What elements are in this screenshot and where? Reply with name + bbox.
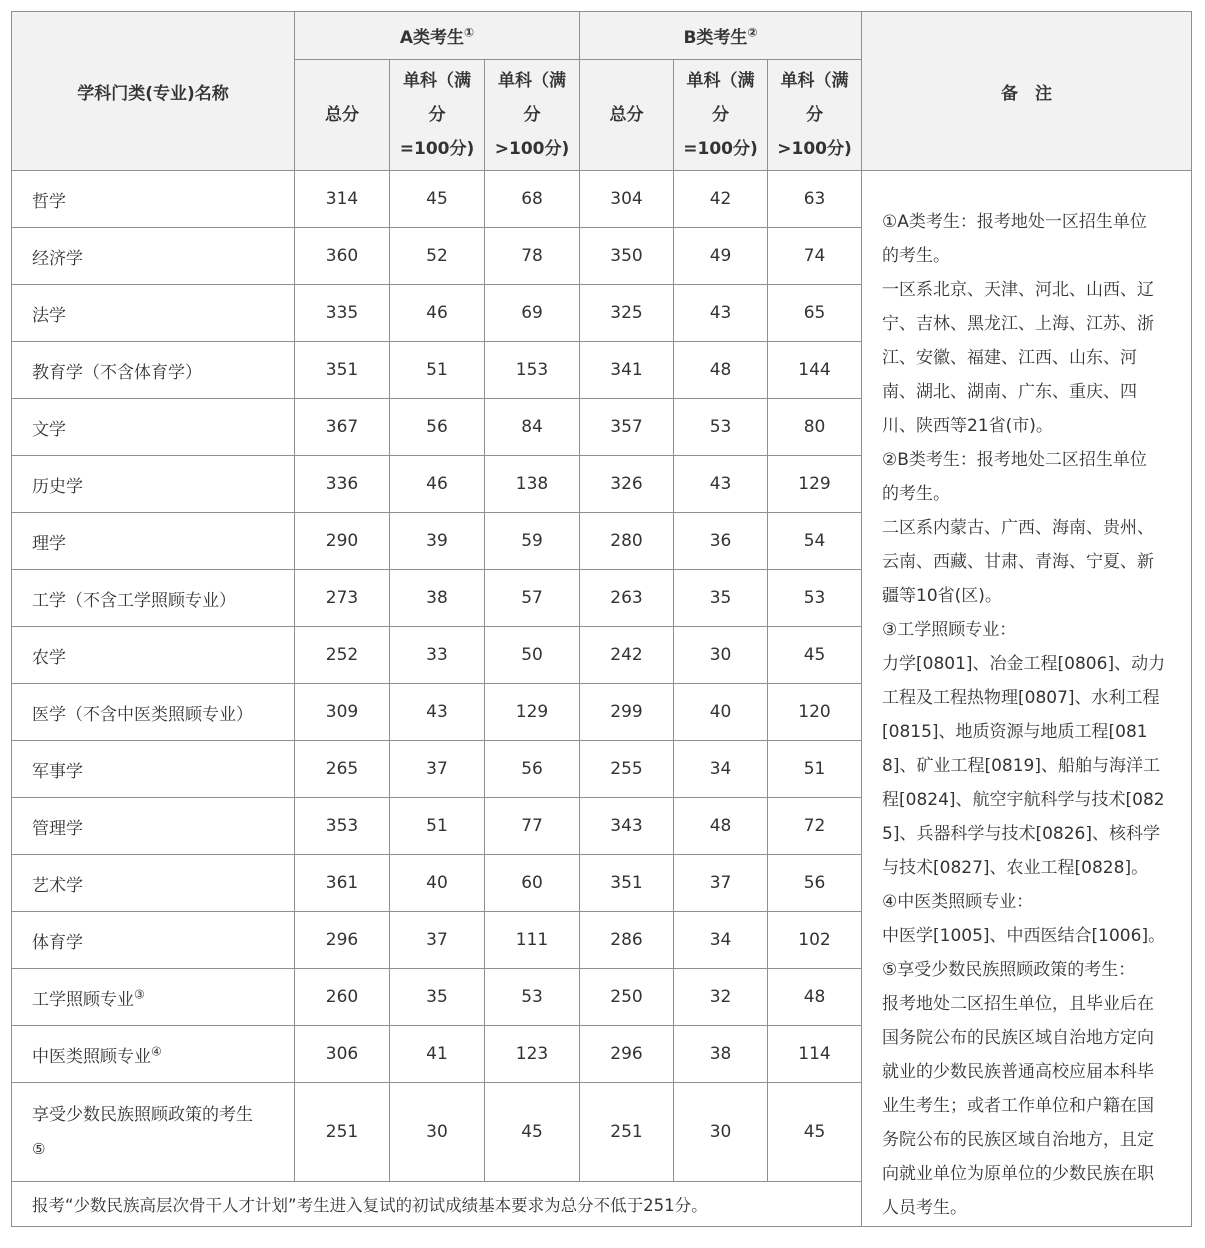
score-b-single-gt100: 45 xyxy=(768,627,862,684)
remarks-cell xyxy=(862,171,1192,1227)
score-a-single-100: 38 xyxy=(390,570,485,627)
remark-line: [0815]、地质资源与地质工程[081 xyxy=(882,722,1148,742)
score-a-single-100: 45 xyxy=(390,171,485,228)
subject-name-cell xyxy=(12,798,295,855)
header-a-single-gt100: 单科（满 分 >100分) xyxy=(485,60,580,171)
remark-line: ①A类考生：报考地处一区招生单位 xyxy=(882,212,1147,232)
score-b-single-100: 34 xyxy=(674,912,768,969)
score-b-single-gt100: 74 xyxy=(768,228,862,285)
remark-line: 中医学[1005]、中西医结合[1006]。 xyxy=(882,926,1166,946)
score-b-total: 304 xyxy=(580,171,674,228)
score-a-single-100: 56 xyxy=(390,399,485,456)
remark-line: 的考生。 xyxy=(882,246,951,266)
score-a-single-100: 51 xyxy=(390,798,485,855)
header-group-a: A类考生① xyxy=(295,12,580,60)
subject-name: 文学 xyxy=(32,419,66,440)
score-b-single-100: 40 xyxy=(674,684,768,741)
header-b-total: 总分 xyxy=(580,60,674,171)
score-b-single-gt100: 54 xyxy=(768,513,862,570)
score-a-total: 335 xyxy=(295,285,390,342)
score-a-total: 260 xyxy=(295,969,390,1026)
score-b-total: 255 xyxy=(580,741,674,798)
subject-name: 享受少数民族照顾政策的考生 xyxy=(32,1105,253,1125)
score-b-single-gt100: 120 xyxy=(768,684,862,741)
score-b-single-gt100: 51 xyxy=(768,741,862,798)
subject-name: 军事学 xyxy=(32,761,83,782)
score-a-single-100: 43 xyxy=(390,684,485,741)
score-a-single-100: 37 xyxy=(390,741,485,798)
remark-line: 的考生。 xyxy=(882,484,951,504)
subject-name-cell xyxy=(12,1083,295,1182)
score-a-single-100: 30 xyxy=(390,1083,485,1182)
score-a-single-100: 39 xyxy=(390,513,485,570)
score-a-total: 265 xyxy=(295,741,390,798)
score-b-total: 263 xyxy=(580,570,674,627)
remark-line: 与技术[0827]、农业工程[0828]。 xyxy=(882,858,1149,878)
score-a-total: 306 xyxy=(295,1026,390,1083)
remark-line: 8]、矿业工程[0819]、船舶与海洋工 xyxy=(882,756,1160,776)
header-b-single-gt100: 单科（满 分 >100分) xyxy=(768,60,862,171)
subject-name-cell xyxy=(12,456,295,513)
remark-line: 向就业单位为原单位的少数民族在职 xyxy=(882,1164,1155,1184)
score-b-single-100: 38 xyxy=(674,1026,768,1083)
score-b-single-gt100: 144 xyxy=(768,342,862,399)
score-a-total: 336 xyxy=(295,456,390,513)
score-a-single-100: 51 xyxy=(390,342,485,399)
remark-line: 人员考生。 xyxy=(882,1198,968,1218)
remark-line: 国务院公布的民族区域自治地方定向 xyxy=(882,1028,1155,1048)
score-a-single-100: 33 xyxy=(390,627,485,684)
score-a-single-gt100: 59 xyxy=(485,513,580,570)
remark-line: 5]、兵器科学与技术[0826]、核科学 xyxy=(882,824,1160,844)
subject-name-cell xyxy=(12,342,295,399)
score-b-single-gt100: 129 xyxy=(768,456,862,513)
score-a-single-gt100: 56 xyxy=(485,741,580,798)
score-a-single-gt100: 153 xyxy=(485,342,580,399)
score-b-single-gt100: 114 xyxy=(768,1026,862,1083)
score-b-single-100: 37 xyxy=(674,855,768,912)
header-subject-name: 学科门类(专业)名称 xyxy=(12,12,295,171)
subject-name: 哲学 xyxy=(32,191,66,212)
score-a-single-gt100: 123 xyxy=(485,1026,580,1083)
subject-name-cell xyxy=(12,684,295,741)
score-a-single-gt100: 68 xyxy=(485,171,580,228)
remark-line: 云南、西藏、甘肃、青海、宁夏、新 xyxy=(882,552,1155,572)
score-b-total: 326 xyxy=(580,456,674,513)
subject-name-cell xyxy=(12,855,295,912)
table-body xyxy=(12,171,1192,1227)
footnote: 报考“少数民族高层次骨干人才计划”考生进入复试的初试成绩基本要求为总分不低于251分。 xyxy=(12,1182,862,1227)
score-b-single-100: 32 xyxy=(674,969,768,1026)
remark-line: 江、安徽、福建、江西、山东、河 xyxy=(882,348,1138,368)
score-b-total: 296 xyxy=(580,1026,674,1083)
remark-line: 南、湖北、湖南、广东、重庆、四 xyxy=(882,382,1138,402)
score-b-total: 351 xyxy=(580,855,674,912)
score-b-total: 251 xyxy=(580,1083,674,1182)
score-b-single-100: 42 xyxy=(674,171,768,228)
subject-name: 工学（不含工学照顾专业） xyxy=(32,590,236,611)
score-a-total: 361 xyxy=(295,855,390,912)
score-b-single-100: 48 xyxy=(674,798,768,855)
remark-line: ②B类考生：报考地处二区招生单位 xyxy=(882,450,1147,470)
remark-line: 工程及工程热物理[0807]、水利工程 xyxy=(882,688,1160,708)
score-b-single-gt100: 45 xyxy=(768,1083,862,1182)
score-b-single-gt100: 80 xyxy=(768,399,862,456)
score-b-single-gt100: 102 xyxy=(768,912,862,969)
subject-name: 中医类照顾专业 xyxy=(32,1046,151,1067)
score-a-total: 273 xyxy=(295,570,390,627)
subject-name-cell xyxy=(12,969,295,1026)
score-a-single-gt100: 84 xyxy=(485,399,580,456)
subject-name: 体育学 xyxy=(32,932,83,953)
score-a-single-100: 40 xyxy=(390,855,485,912)
score-b-single-gt100: 63 xyxy=(768,171,862,228)
subject-name: 法学 xyxy=(32,305,66,326)
score-b-total: 341 xyxy=(580,342,674,399)
score-b-total: 357 xyxy=(580,399,674,456)
score-a-single-100: 37 xyxy=(390,912,485,969)
subject-name: 工学照顾专业 xyxy=(32,989,134,1010)
score-a-total: 309 xyxy=(295,684,390,741)
score-b-total: 325 xyxy=(580,285,674,342)
score-a-single-100: 52 xyxy=(390,228,485,285)
score-b-single-100: 36 xyxy=(674,513,768,570)
group-b-mark: ② xyxy=(747,25,758,40)
score-b-total: 343 xyxy=(580,798,674,855)
score-a-single-gt100: 45 xyxy=(485,1083,580,1182)
remark-line: 力学[0801]、冶金工程[0806]、动力 xyxy=(882,654,1166,674)
score-a-single-gt100: 129 xyxy=(485,684,580,741)
score-a-single-100: 46 xyxy=(390,456,485,513)
subject-name-cell xyxy=(12,171,295,228)
subject-name: 经济学 xyxy=(32,248,83,269)
score-b-single-gt100: 72 xyxy=(768,798,862,855)
score-a-total: 351 xyxy=(295,342,390,399)
remark-line: 务院公布的民族区域自治地方，且定 xyxy=(882,1130,1155,1150)
score-b-single-gt100: 53 xyxy=(768,570,862,627)
subject-mark: ⑤ xyxy=(32,1140,46,1158)
subject-name-cell xyxy=(12,912,295,969)
score-b-single-100: 30 xyxy=(674,1083,768,1182)
subject-name: 理学 xyxy=(32,533,66,554)
subject-name-cell xyxy=(12,228,295,285)
header-a-total: 总分 xyxy=(295,60,390,171)
score-a-single-gt100: 50 xyxy=(485,627,580,684)
score-a-total: 314 xyxy=(295,171,390,228)
score-a-total: 251 xyxy=(295,1083,390,1182)
score-a-single-gt100: 57 xyxy=(485,570,580,627)
score-b-single-gt100: 48 xyxy=(768,969,862,1026)
score-a-single-gt100: 69 xyxy=(485,285,580,342)
subject-name-cell xyxy=(12,627,295,684)
subject-name: 农学 xyxy=(32,647,66,668)
table-header xyxy=(12,12,1192,171)
remark-line: 疆等10省(区)。 xyxy=(882,586,1002,606)
score-a-single-100: 41 xyxy=(390,1026,485,1083)
score-b-single-100: 43 xyxy=(674,285,768,342)
subject-name: 管理学 xyxy=(32,818,83,839)
score-a-single-gt100: 78 xyxy=(485,228,580,285)
score-b-single-100: 53 xyxy=(674,399,768,456)
remark-line: 报考地处二区招生单位，且毕业后在 xyxy=(882,994,1155,1014)
score-a-total: 290 xyxy=(295,513,390,570)
score-b-single-100: 43 xyxy=(674,456,768,513)
subject-name-cell xyxy=(12,1026,295,1083)
score-a-total: 367 xyxy=(295,399,390,456)
score-a-single-gt100: 53 xyxy=(485,969,580,1026)
subject-name-cell xyxy=(12,285,295,342)
header-group-b: B类考生② xyxy=(580,12,862,60)
score-a-single-gt100: 77 xyxy=(485,798,580,855)
score-a-single-gt100: 60 xyxy=(485,855,580,912)
remark-line: 一区系北京、天津、河北、山西、辽 xyxy=(882,280,1155,300)
header-remark: 备 注 xyxy=(862,12,1192,171)
score-b-total: 250 xyxy=(580,969,674,1026)
score-b-single-100: 35 xyxy=(674,570,768,627)
score-b-total: 286 xyxy=(580,912,674,969)
score-a-total: 296 xyxy=(295,912,390,969)
score-a-total: 252 xyxy=(295,627,390,684)
remark-line: 宁、吉林、黑龙江、上海、江苏、浙 xyxy=(882,314,1155,334)
score-a-single-100: 46 xyxy=(390,285,485,342)
subject-name-cell xyxy=(12,399,295,456)
remark-line: 就业的少数民族普通高校应届本科毕 xyxy=(882,1062,1155,1082)
score-b-total: 280 xyxy=(580,513,674,570)
score-a-single-100: 35 xyxy=(390,969,485,1026)
remark-line: 程[0824]、航空宇航科学与技术[082 xyxy=(882,790,1165,810)
remark-line: 川、陕西等21省(市)。 xyxy=(882,416,1053,436)
score-b-single-gt100: 56 xyxy=(768,855,862,912)
remark-line: ④中医类照顾专业： xyxy=(882,892,1034,912)
subject-name: 艺术学 xyxy=(32,875,83,896)
subject-mark: ③ xyxy=(134,986,145,1001)
score-b-total: 299 xyxy=(580,684,674,741)
score-a-total: 353 xyxy=(295,798,390,855)
score-table xyxy=(11,11,1192,1227)
subject-name: 医学（不含中医类照顾专业） xyxy=(32,704,253,725)
subject-mark: ④ xyxy=(151,1043,162,1058)
subject-name-cell xyxy=(12,570,295,627)
remark-line: ⑤享受少数民族照顾政策的考生： xyxy=(882,960,1136,980)
score-a-single-gt100: 138 xyxy=(485,456,580,513)
subject-name: 历史学 xyxy=(32,476,83,497)
subject-name-cell xyxy=(12,741,295,798)
score-b-total: 242 xyxy=(580,627,674,684)
score-b-total: 350 xyxy=(580,228,674,285)
score-b-single-100: 34 xyxy=(674,741,768,798)
score-a-total: 360 xyxy=(295,228,390,285)
remark-line: 二区系内蒙古、广西、海南、贵州、 xyxy=(882,518,1155,538)
remark-line: 业生考生；或者工作单位和户籍在国 xyxy=(882,1096,1155,1116)
score-b-single-100: 30 xyxy=(674,627,768,684)
remark-line: ③工学照顾专业： xyxy=(882,620,1017,640)
score-table-container xyxy=(11,11,1192,1227)
score-b-single-100: 49 xyxy=(674,228,768,285)
table-row xyxy=(12,171,1192,228)
subject-name-cell xyxy=(12,513,295,570)
header-a-single-100: 单科（满 分 =100分) xyxy=(390,60,485,171)
group-a-mark: ① xyxy=(464,25,475,40)
score-a-single-gt100: 111 xyxy=(485,912,580,969)
header-b-single-100: 单科（满 分 =100分) xyxy=(674,60,768,171)
score-b-single-gt100: 65 xyxy=(768,285,862,342)
subject-name: 教育学（不含体育学） xyxy=(32,362,202,383)
score-b-single-100: 48 xyxy=(674,342,768,399)
